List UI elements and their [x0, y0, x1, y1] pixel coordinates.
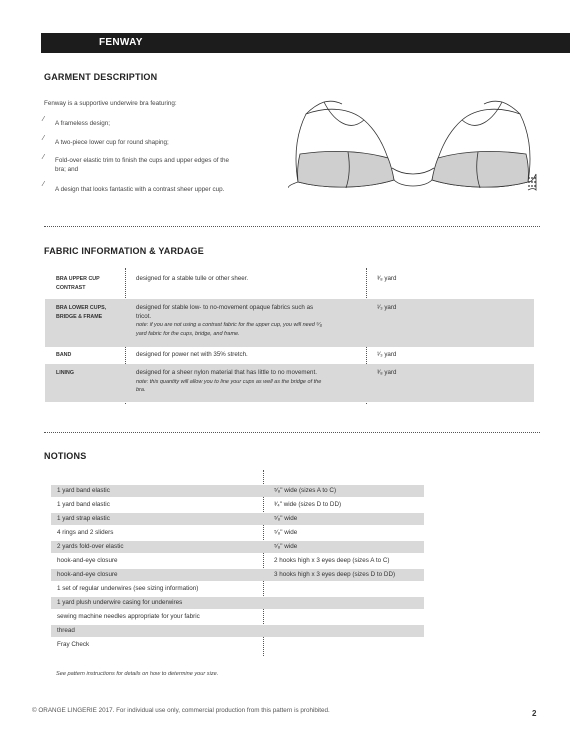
- notion-row: [51, 499, 424, 511]
- pen-icon: ⁄: [43, 154, 45, 161]
- bra-illustration: [288, 98, 538, 194]
- notion-item: hook-and-eye closure: [57, 557, 118, 564]
- section-divider: [44, 432, 540, 433]
- fabric-description: designed for a stable tulle or other sheer.: [136, 275, 249, 282]
- notion-item: 1 set of regular underwires (see sizing information): [57, 585, 199, 592]
- notion-row: [51, 611, 424, 623]
- fabric-label: BRA UPPER CUP CONTRAST: [56, 276, 100, 291]
- bullet-item: A design that looks fantastic with a contrast sheer upper cup.: [55, 186, 225, 193]
- fabric-label: BAND: [56, 352, 72, 358]
- bullet-item-continued: bra; and: [55, 166, 79, 173]
- notion-item: hook-and-eye closure: [57, 571, 118, 578]
- pen-icon: ⁄: [43, 135, 45, 142]
- bullet-item: A frameless design;: [55, 120, 110, 127]
- fabric-section-title: FABRIC INFORMATION & YARDAGE: [44, 246, 204, 256]
- notion-row: [51, 513, 424, 525]
- notion-item: 1 yard strap elastic: [57, 515, 110, 522]
- fabric-yardage: ³⁄₈ yard: [377, 369, 397, 376]
- fabric-yardage: ¹⁄₃ yard: [377, 304, 397, 311]
- notion-spec: ⁵⁄₈" wide: [274, 543, 298, 550]
- table-row: [45, 364, 534, 402]
- garment-intro: Fenway is a supportive underwire bra featuring:: [44, 100, 177, 107]
- table-row: [45, 347, 534, 364]
- fabric-description: designed for stable low- to no-movement opaque fabrics such as tricot. note: if you are not using a contrast fabric for the upper cup, you will need ⁵⁄₈ yard fabric for the cups, bridge, and frame.: [136, 304, 322, 337]
- garment-description-title: GARMENT DESCRIPTION: [44, 72, 158, 82]
- notion-item: 1 yard band elastic: [57, 501, 110, 508]
- pen-icon: ⁄: [43, 116, 45, 123]
- fabric-label: BRA LOWER CUPS, BRIDGE & FRAME: [56, 305, 107, 320]
- notion-spec: 3 hooks high x 3 eyes deep (sizes D to DD): [274, 571, 396, 578]
- pen-icon: ⁄: [43, 181, 45, 188]
- notion-row: [51, 555, 424, 567]
- notion-row: [51, 527, 424, 539]
- notion-spec: ⁵⁄₈" wide: [274, 515, 298, 522]
- bullet-item: A two-piece lower cup for round shaping;: [55, 139, 169, 146]
- notion-row: [51, 625, 424, 637]
- notion-row: [51, 597, 424, 609]
- section-divider: [44, 226, 540, 227]
- page-title: FENWAY: [99, 37, 143, 48]
- copyright-text: © ORANGE LINGERIE 2017. For individual use only, commercial production from this pattern is prohibited.: [32, 707, 330, 714]
- notion-item: 2 yards fold-over elastic: [57, 543, 124, 550]
- notion-spec: ³⁄₄" wide (sizes D to DD): [274, 501, 342, 508]
- fabric-description: designed for power net with 35% stretch.: [136, 351, 248, 358]
- notion-item: 4 rings and 2 sliders: [57, 529, 114, 536]
- notion-row: [51, 541, 424, 553]
- notion-row: [51, 639, 424, 651]
- notion-item: 1 yard plush underwire casing for underwires: [57, 599, 183, 606]
- notions-footnote: See pattern instructions for details on how to determine your size.: [56, 671, 219, 677]
- notion-item: thread: [57, 627, 75, 634]
- fabric-label: LINING: [56, 370, 74, 376]
- fabric-description: designed for a sheer nylon material that has little to no movement. note: this quantity will allow you to line your cups as well as the bridge of the bra.: [136, 369, 322, 394]
- bullet-item: Fold-over elastic trim to finish the cups and upper edges of the: [55, 157, 229, 164]
- notions-section-title: NOTIONS: [44, 451, 87, 461]
- page-number: 2: [532, 709, 537, 718]
- notion-spec: ⁵⁄₈" wide (sizes A to C): [274, 487, 337, 494]
- notion-spec: ⁵⁄₈" wide: [274, 529, 298, 536]
- notion-item: sewing machine needles appropriate for your fabric: [57, 613, 200, 620]
- fabric-yardage: ¹⁄₃ yard: [377, 351, 397, 358]
- notion-spec: 2 hooks high x 3 eyes deep (sizes A to C): [274, 557, 390, 564]
- notion-item: Fray Check: [57, 641, 90, 648]
- table-row: [45, 270, 534, 298]
- table-row: [45, 299, 534, 347]
- notion-row: [51, 583, 424, 595]
- notion-item: 1 yard band elastic: [57, 487, 110, 494]
- fabric-yardage: ³⁄₈ yard: [377, 275, 397, 282]
- notion-row: [51, 569, 424, 581]
- notion-row: [51, 485, 424, 497]
